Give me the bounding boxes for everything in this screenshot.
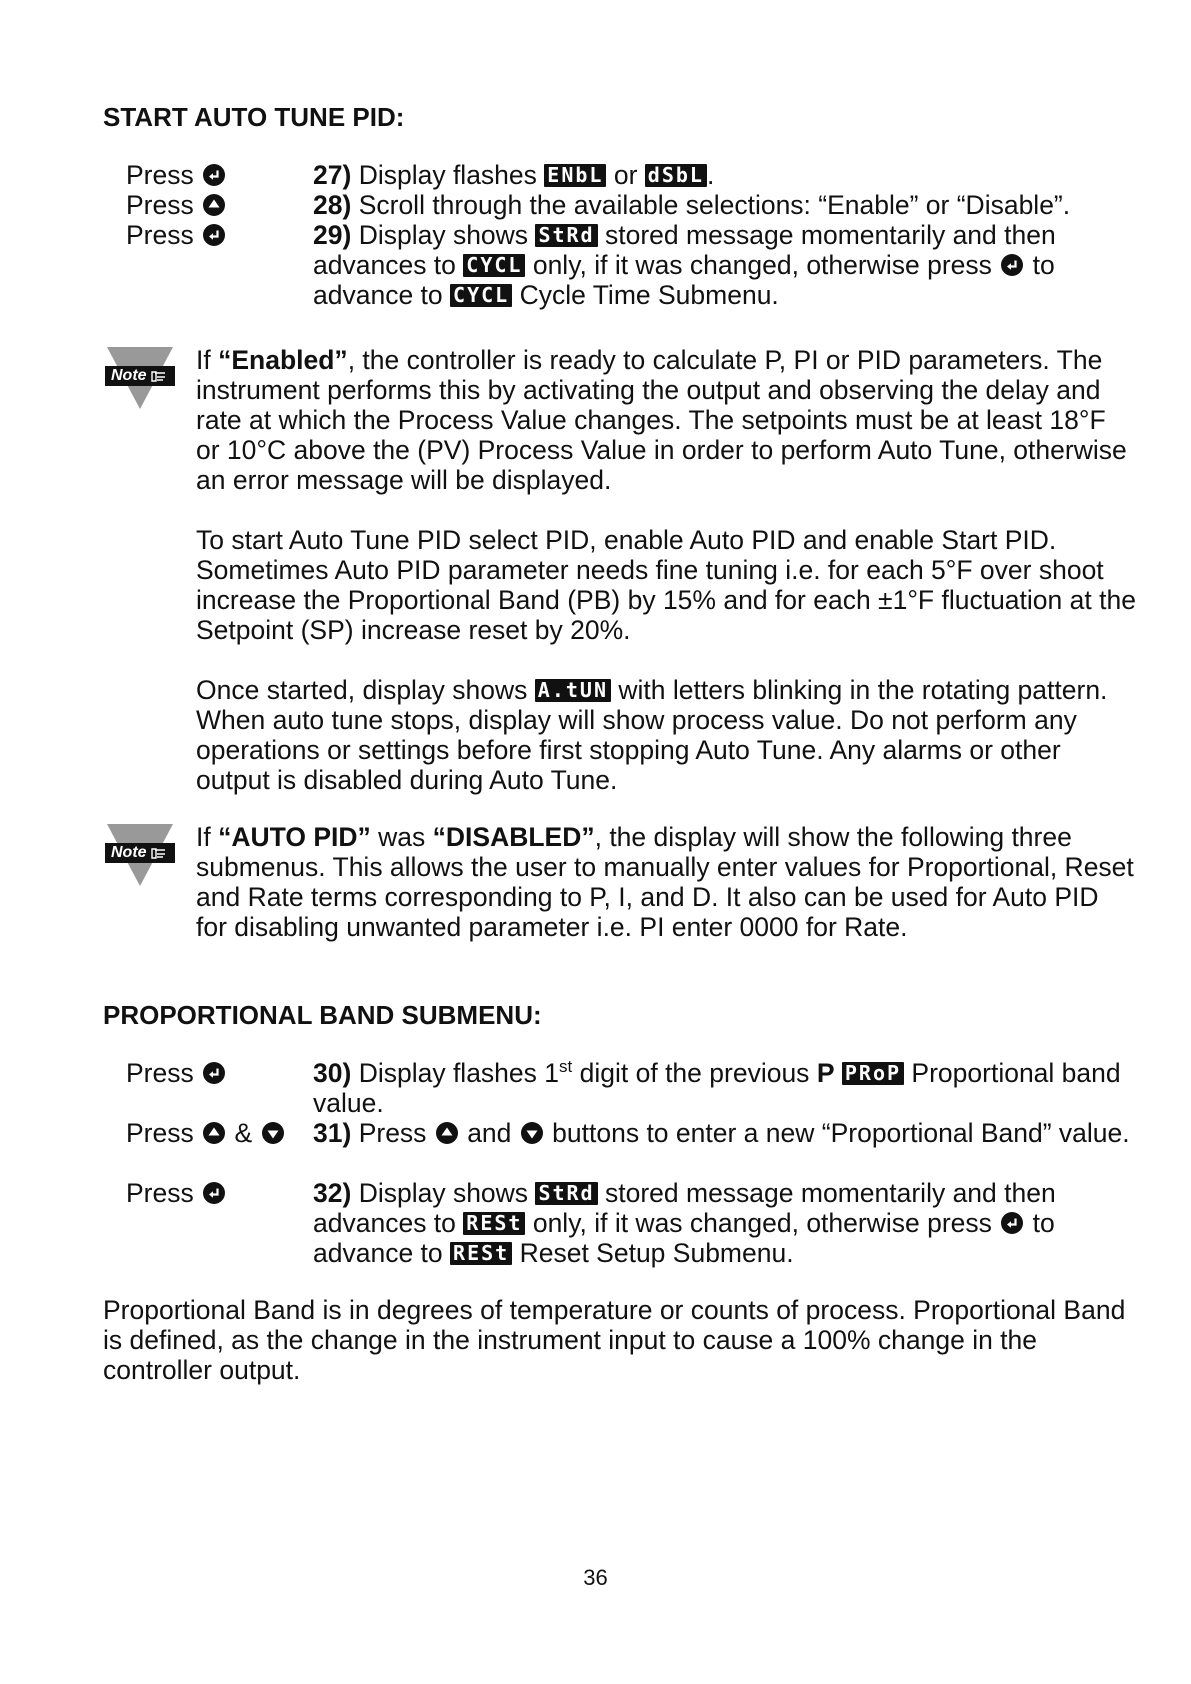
note-disabled-text: If “AUTO PID” was “DISABLED”, the display will show the following three submenus. This allows the user to manually enter values for Proportional, Reset and Rate terms corresponding to P, I, and D. It also can be used for Auto PID for disabling unwanted parameter i.e. PI enter 0000 for Rate. — [196, 822, 1134, 942]
step-28-text: 28) Scroll through the available selections: “Enable” or “Disable”. — [313, 190, 1071, 220]
lcd-display-strd: StRd — [535, 1182, 597, 1205]
down-arrow-button-icon — [262, 1122, 284, 1144]
press-instruction: Press & — [126, 1118, 286, 1148]
note-start-auto-tune-text: To start Auto Tune PID select PID, enable Auto PID and enable Start PID. Sometimes Auto PID parameter needs fine tuning i.e. for each 5°F over shoot increase the Proportional Band (PB) by 15% and for each ±1°F fluctuation at the Setpoint (SP) increase reset by 20%. — [196, 525, 1136, 645]
up-arrow-button-icon — [436, 1122, 458, 1144]
up-arrow-button-icon — [203, 1122, 225, 1144]
note-pointing-hand-icon: Note — [105, 345, 175, 411]
enter-button-icon — [203, 1062, 225, 1084]
note-once-started-text: Once started, display shows A.tUN with letters blinking in the rotating pattern. When auto tune stops, display will show process value. Do not perform any operations or settings before first stopping Auto Tune. Any alarms or other output is disabled during Auto Tune. — [196, 675, 1108, 795]
lcd-display-atun: A.tUN — [535, 679, 611, 702]
note-enabled-text: If “Enabled”, the controller is ready to calculate P, PI or PID parameters. The instrument performs this by activating the output and observing the delay and rate at which the Process Value changes. The setpoints must be at least 18°F or 10°C above the (PV) Process Value in order to perform Auto Tune, otherwise an error message will be displayed. — [196, 345, 1127, 495]
press-instruction: Press — [126, 220, 227, 250]
press-instruction: Press — [126, 1058, 227, 1088]
lcd-display-rest: RESt — [450, 1242, 512, 1265]
enter-button-icon — [203, 1182, 225, 1204]
note-pointing-hand-icon: Note — [105, 822, 175, 888]
down-arrow-button-icon — [521, 1122, 543, 1144]
step-30-text: 30) Display flashes 1st digit of the previous P PRoP Proportional band value. — [313, 1057, 1121, 1118]
press-instruction: Press — [126, 1178, 227, 1208]
step-29-text: 29) Display shows StRd stored message momentarily and then advances to CYCL only, if it was changed, otherwise press to advance to CYCL Cycle Time Submenu. — [313, 220, 1056, 310]
lcd-display-dsbl: dSbL — [645, 164, 707, 187]
enter-button-icon — [203, 224, 225, 246]
section-heading-auto-tune: START AUTO TUNE PID: — [103, 102, 405, 132]
press-instruction: Press — [126, 160, 227, 190]
enter-button-icon — [1001, 254, 1023, 276]
press-instruction: Press — [126, 190, 227, 220]
lcd-display-enbl: ENbL — [544, 164, 606, 187]
section-heading-proportional-band: PROPORTIONAL BAND SUBMENU: — [103, 1000, 542, 1030]
lcd-display-cycl: CYCL — [450, 284, 512, 307]
enter-button-icon — [1001, 1212, 1023, 1234]
step-31-text: 31) Press and buttons to enter a new “Proportional Band” value. — [313, 1118, 1130, 1148]
enter-button-icon — [203, 164, 225, 186]
step-27-text: 27) Display flashes ENbL or dSbL . — [313, 160, 715, 190]
lcd-display-prop: PRoP — [842, 1062, 904, 1085]
step-32-text: 32) Display shows StRd stored message momentarily and then advances to RESt only, if it was changed, otherwise press to advance to RESt Reset Setup Submenu. — [313, 1178, 1056, 1268]
lcd-display-cycl: CYCL — [463, 254, 525, 277]
lcd-display-strd: StRd — [535, 224, 597, 247]
closing-paragraph: Proportional Band is in degrees of temperature or counts of process. Proportional Band is defined, as the change in the instrument input to cause a 100% change in the controller output. — [103, 1295, 1126, 1385]
lcd-display-rest: RESt — [463, 1212, 525, 1235]
up-arrow-button-icon — [203, 194, 225, 216]
page-number: 36 — [583, 1565, 608, 1590]
